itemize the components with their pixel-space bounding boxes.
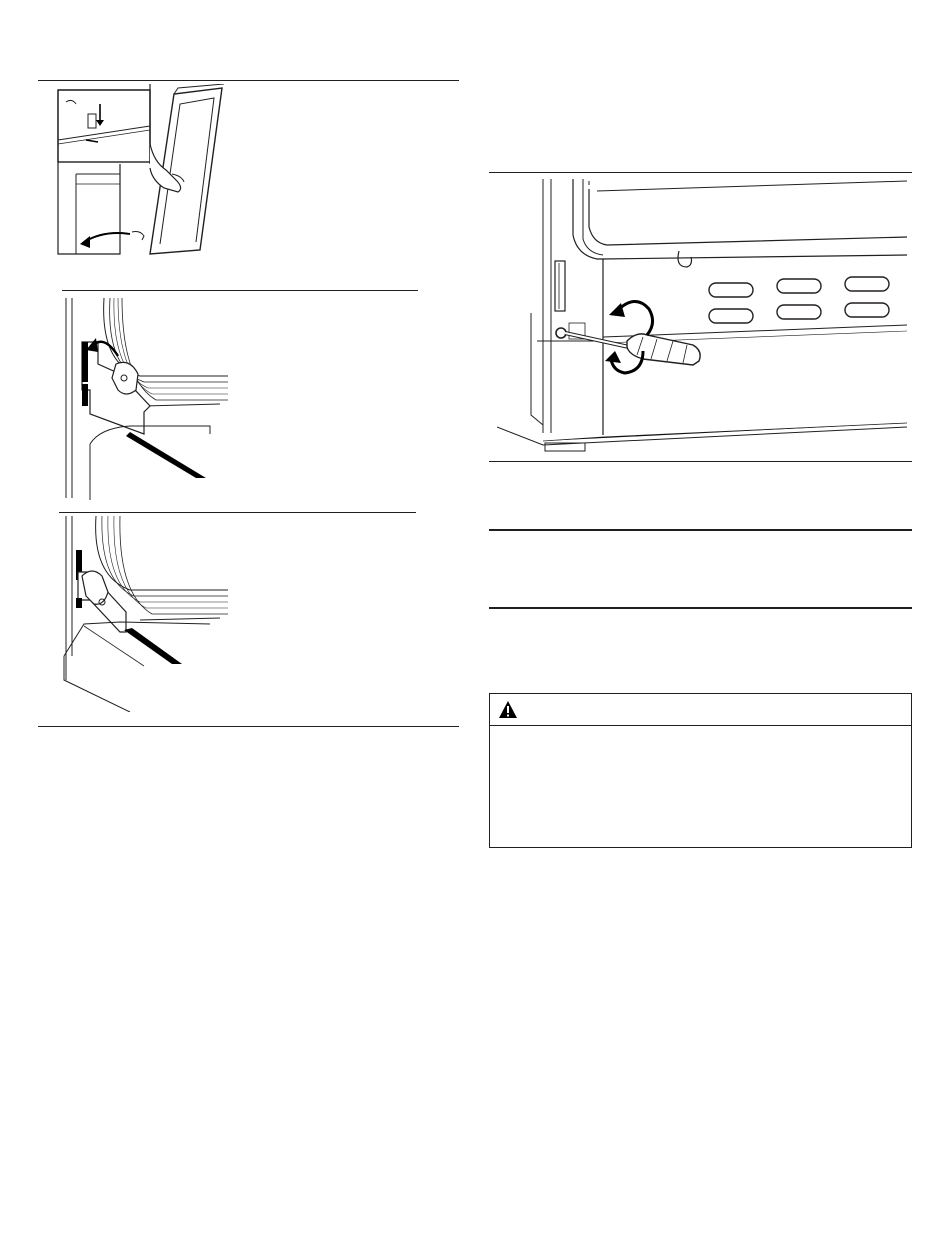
leveling-screw-figure: [497, 175, 912, 457]
screwdriver-adjust-illustration: [497, 175, 912, 457]
bottom-rule-left: [38, 726, 459, 727]
hinge-lever-rotate-illustration: [60, 294, 230, 500]
section-rule-2: [489, 607, 912, 609]
top-rule-left: [38, 80, 459, 81]
figure-divider-1: [62, 290, 418, 291]
section-rule-1: [489, 529, 912, 531]
warning-header: [490, 694, 911, 726]
door-removal-figure: [54, 84, 244, 264]
warning-triangle-icon: [498, 700, 518, 720]
hinge-lever-locked-illustration: [60, 516, 230, 712]
figure-bottom-rule-right: [489, 461, 912, 462]
top-rule-right: [489, 172, 912, 173]
hinge-lock-open-figure: [60, 294, 230, 500]
figure-divider-2: [59, 512, 416, 513]
oven-door-lift-off-illustration: [54, 84, 244, 264]
hinge-lock-closed-figure: [60, 516, 230, 712]
warning-box: [489, 693, 912, 848]
